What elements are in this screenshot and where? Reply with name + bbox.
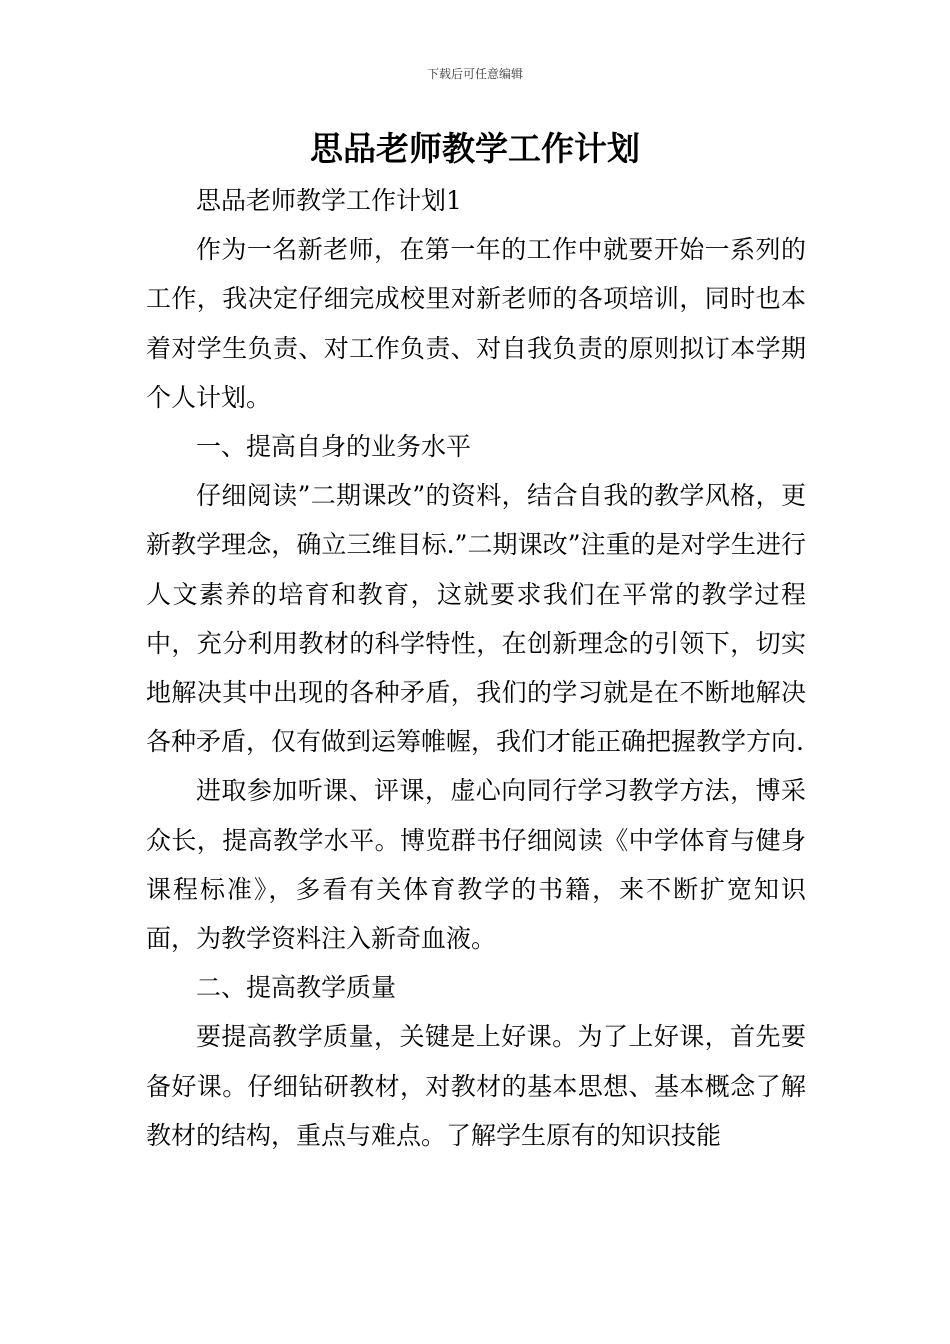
section-heading-1: 一、提高自身的业务水平 [196,432,472,462]
paragraph-subtitle: 思品老师教学工作计划1 [196,186,462,215]
paragraph-section-1a: 仔细阅读”二期课改”的资料，结合自我的教学风格，更新教学理念，确立三维目标.”二期课改”注重的是对学生进行人文素养的培育和教育，这就要求我们在平常的教学过程中，充分利用教材的科学特性，在创新理念的引领下，切实地解决其中出现的各种矛盾，我们的学习就是在不断地解决各种矛盾，仅有做到运筹帷幄，我们才能正确把握教学方向. [146,481,806,757]
document-body [146,176,806,1160]
paragraph-section-2a: 要提高教学质量，关键是上好课。为了上好课，首先要备好课。仔细钻研教材，对教材的基本思想、基本概念了解教材的结构，重点与难点。了解学生原有的知识技能 [146,1022,806,1150]
paragraph-intro: 作为一名新老师，在第一年的工作中就要开始一系列的工作，我决定仔细完成校里对新老师的各项培训，同时也本着对学生负责、对工作负责、对自我负责的原则拟订本学期个人计划。 [146,235,806,412]
document-title: 思品老师教学工作计划 [310,129,640,168]
download-note: 下载后可任意编辑 [426,67,523,81]
section-heading-2: 二、提高教学质量 [196,973,397,1003]
paragraph-section-1b: 进取参加听课、评课，虚心向同行学习教学方法，博采众长，提高教学水平。博览群书仔细阅读《中学体育与健身课程标准》，多看有关体育教学的书籍，来不断扩宽知识面，为教学资料注入新奇血液。 [146,776,806,954]
